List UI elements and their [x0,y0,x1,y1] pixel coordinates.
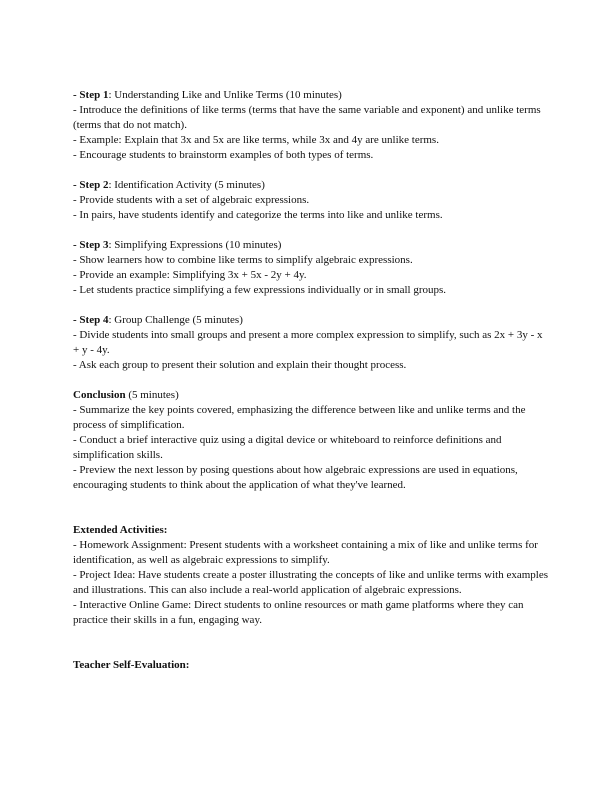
self-evaluation-section [73,658,548,673]
step-1-section [73,88,548,163]
list-item: - Summarize the key points covered, emphasizing the difference between like and unlike terms and the process of simplification. [73,404,526,431]
conclusion-heading: Conclusion (5 minutes) [73,389,179,401]
list-item: - Preview the next lesson by posing questions about how algebraic expressions are used in equations, encouraging students to think about the application of what they've learned. [73,464,518,491]
step-2-heading: - Step 2: Identification Activity (5 minutes) [73,179,265,191]
list-item: - Ask each group to present their solution and explain their thought process. [73,359,407,371]
extended-activities-section [73,523,548,628]
list-item: - Provide an example: Simplifying 3x + 5x - 2y + 4y. [73,269,307,281]
list-item: - Conduct a brief interactive quiz using a digital device or whiteboard to reinforce definitions and simplification skills. [73,434,502,461]
step-3-section [73,238,548,298]
list-item: - In pairs, have students identify and categorize the terms into like and unlike terms. [73,209,443,221]
list-item: - Let students practice simplifying a few expressions individually or in small groups. [73,284,447,296]
extended-activities-heading: Extended Activities: [73,524,168,536]
self-evaluation-heading: Teacher Self-Evaluation: [73,659,190,671]
step-3-heading: - Step 3: Simplifying Expressions (10 minutes) [73,239,282,251]
step-2-section [73,178,548,223]
list-item: - Provide students with a set of algebraic expressions. [73,194,310,206]
step-4-heading: - Step 4: Group Challenge (5 minutes) [73,314,243,326]
step-1-heading: - Step 1: Understanding Like and Unlike Terms (10 minutes) [73,89,342,101]
list-item: - Show learners how to combine like terms to simplify algebraic expressions. [73,254,413,266]
conclusion-section [73,388,548,493]
list-item: - Introduce the definitions of like terms (terms that have the same variable and exponent) and unlike terms (terms that do not match). [73,104,541,131]
list-item: - Example: Explain that 3x and 5x are like terms, while 3x and 4y are unlike terms. [73,134,439,146]
list-item: - Encourage students to brainstorm examples of both types of terms. [73,149,374,161]
step-4-section [73,313,548,373]
list-item: - Homework Assignment: Present students with a worksheet containing a mix of like and unlike terms for identification, as well as algebraic expressions to simplify. [73,539,538,566]
list-item: - Interactive Online Game: Direct students to online resources or math game platforms where they can practice their skills in a fun, engaging way. [73,599,524,626]
list-item: - Divide students into small groups and present a more complex expression to simplify, such as 2x + 3y - x + y - 4y. [73,329,543,356]
list-item: - Project Idea: Have students create a poster illustrating the concepts of like and unlike terms with examples and illustrations. This can also include a real-world application of algebraic expressions. [73,569,548,596]
